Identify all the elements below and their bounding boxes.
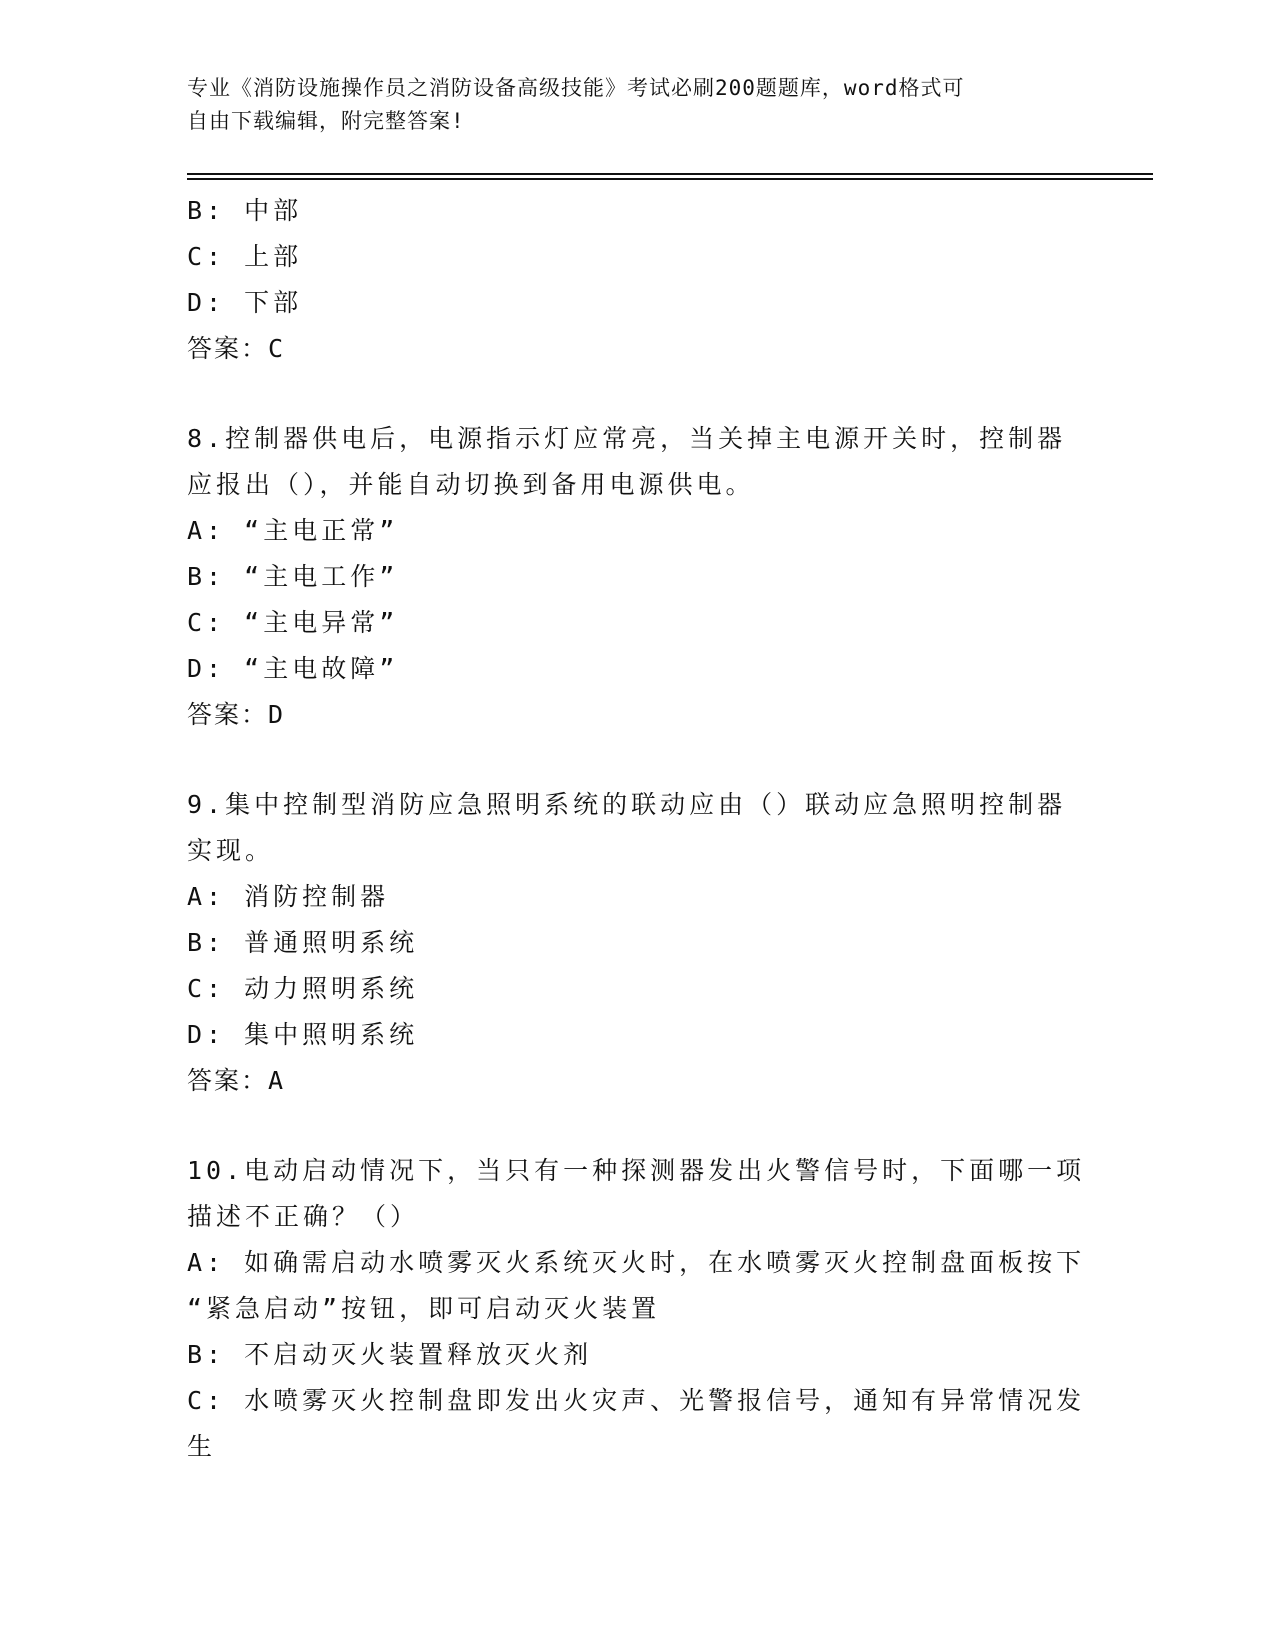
question-stem: 9.集中控制型消防应急照明系统的联动应由（）联动应急照明控制器 bbox=[187, 790, 1067, 819]
option-c: C: 动力照明系统 bbox=[187, 974, 419, 1003]
header-line-2: 自由下载编辑，附完整答案! bbox=[187, 109, 465, 133]
question-stem-cont: 应报出（），并能自动切换到备用电源供电。 bbox=[187, 470, 755, 499]
option-b: B: 中部 bbox=[187, 196, 303, 225]
question-10 bbox=[187, 1148, 1087, 1470]
option-c: C: 上部 bbox=[187, 242, 303, 271]
answer-line: 答案：D bbox=[187, 700, 286, 729]
option-d: D: 下部 bbox=[187, 288, 303, 317]
option-b: B: 不启动灭火装置释放灭火剂 bbox=[187, 1340, 593, 1369]
option-d: D: “主电故障” bbox=[187, 654, 399, 683]
option-b: B: “主电工作” bbox=[187, 562, 399, 591]
option-c: C: 水喷雾灭火控制盘即发出火灾声、光警报信号，通知有异常情况发 bbox=[187, 1386, 1086, 1415]
question-stem: 8.控制器供电后，电源指示灯应常亮，当关掉主电源开关时，控制器 bbox=[187, 424, 1067, 453]
question-stem: 10.电动启动情况下，当只有一种探测器发出火警信号时，下面哪一项 bbox=[187, 1156, 1086, 1185]
question-stem-cont: 实现。 bbox=[187, 836, 275, 865]
option-d: D: 集中照明系统 bbox=[187, 1020, 419, 1049]
option-a-cont: “紧急启动”按钮，即可启动灭火装置 bbox=[187, 1294, 661, 1323]
question-content bbox=[187, 188, 1087, 1470]
question-stem-cont: 描述不正确？（） bbox=[187, 1202, 420, 1231]
answer-line: 答案：A bbox=[187, 1066, 286, 1095]
option-b: B: 普通照明系统 bbox=[187, 928, 419, 957]
header-rule-bottom bbox=[187, 178, 1153, 180]
document-header bbox=[187, 72, 1067, 138]
option-c: C: “主电异常” bbox=[187, 608, 399, 637]
option-c-cont: 生 bbox=[187, 1432, 217, 1461]
header-rule-top bbox=[187, 173, 1153, 175]
option-a: A: 消防控制器 bbox=[187, 882, 390, 911]
question-9 bbox=[187, 782, 1087, 1104]
prev-question bbox=[187, 188, 1087, 372]
header-line-1: 专业《消防设施操作员之消防设备高级技能》考试必刷200题题库，word格式可 bbox=[187, 76, 965, 100]
option-a: A: “主电正常” bbox=[187, 516, 399, 545]
question-8 bbox=[187, 416, 1087, 738]
answer-line: 答案：C bbox=[187, 334, 286, 363]
option-a: A: 如确需启动水喷雾灭火系统灭火时，在水喷雾灭火控制盘面板按下 bbox=[187, 1248, 1086, 1277]
